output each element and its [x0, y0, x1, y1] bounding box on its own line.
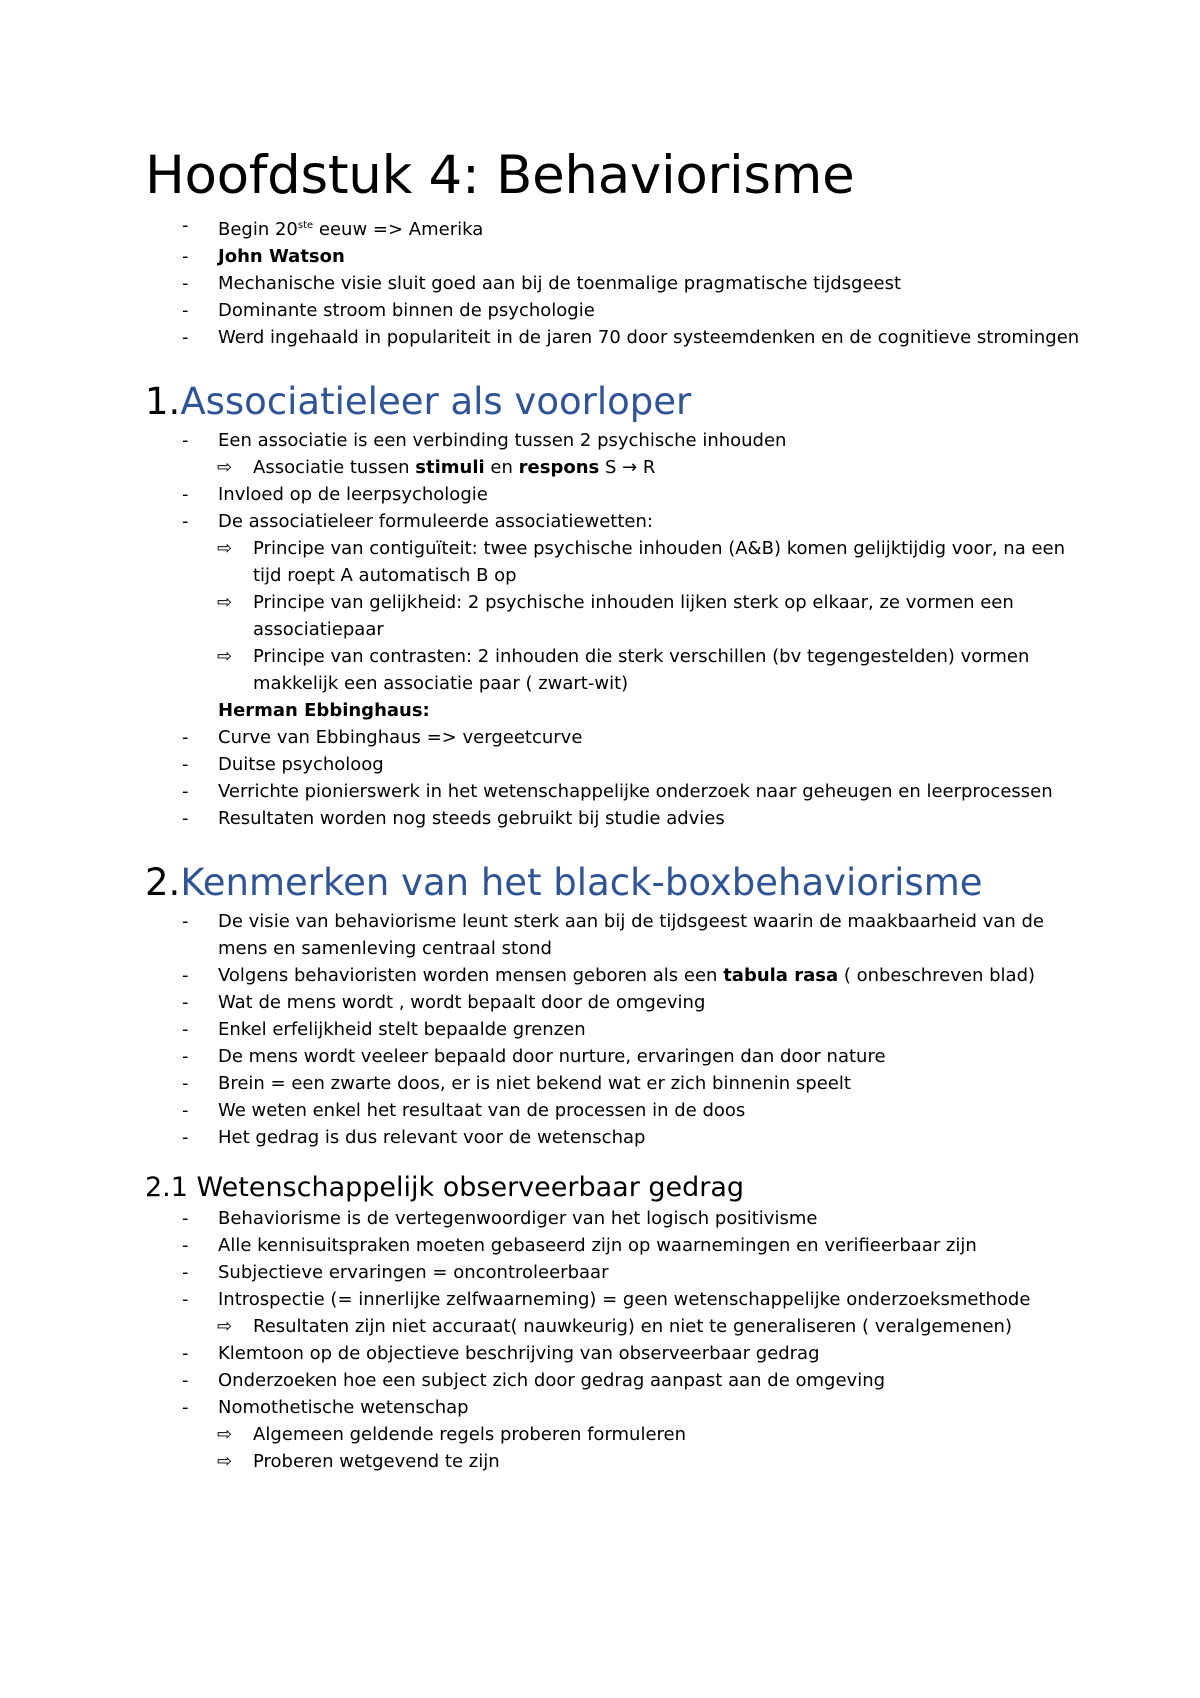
arrow-item: ⇨ Algemeen geldende regels proberen formuleren: [145, 1421, 1095, 1448]
dash-bullet: -: [182, 246, 189, 267]
dash-bullet: -: [182, 1073, 189, 1094]
dash-bullet: -: [182, 1208, 189, 1229]
list-item: - John Watson: [145, 243, 1095, 270]
list-item: - Resultaten worden nog steeds gebruikt bij studie advies: [145, 805, 1095, 832]
list-item: - De mens wordt veeleer bepaald door nurture, ervaringen dan door nature: [145, 1043, 1095, 1070]
subsection-heading: 2.1 Wetenschappelijk observeerbaar gedrag: [145, 1172, 745, 1203]
arrow-icon: ⇨: [217, 1451, 233, 1472]
list-item: - Curve van Ebbinghaus => vergeetcurve: [145, 724, 1095, 751]
dash-bullet: -: [182, 754, 189, 775]
arrow-icon: ⇨: [217, 538, 233, 559]
list-item: - Begin 20ste eeuw => Amerika: [145, 212, 1095, 243]
dash-bullet: -: [182, 300, 189, 321]
arrow-item: ⇨ Principe van contiguïteit: twee psychische inhouden (A&B) komen gelijktijdig voor, na een tijd roept A automatisch B op: [145, 535, 1095, 589]
intro-list: [145, 212, 1095, 351]
list-item: - Subjectieve ervaringen = oncontroleerbaar: [145, 1259, 1095, 1286]
dash-bullet: -: [182, 1019, 189, 1040]
dash-bullet: -: [182, 1046, 189, 1067]
dash-bullet: -: [182, 215, 189, 236]
list-item: - De associatieleer formuleerde associatiewetten:: [145, 508, 1095, 535]
list-item: - Mechanische visie sluit goed aan bij de toenmalige pragmatische tijdsgeest: [145, 270, 1095, 297]
arrow-item: ⇨ Proberen wetgevend te zijn: [145, 1448, 1095, 1475]
dash-bullet: -: [182, 511, 189, 532]
arrow-icon: ⇨: [217, 592, 233, 613]
section2-list: [145, 908, 1095, 1151]
dash-bullet: -: [182, 1127, 189, 1148]
list-item: - Wat de mens wordt , wordt bepaalt door de omgeving: [145, 989, 1095, 1016]
dash-bullet: -: [182, 327, 189, 348]
arrow-item: ⇨ Principe van contrasten: 2 inhouden die sterk verschillen (bv tegengestelden) vormen makkelijk een associatie paar ( zwart-wit): [145, 643, 1095, 697]
document-content: [145, 142, 1095, 1475]
dash-bullet: -: [182, 911, 189, 932]
list-item: - Verrichte pionierswerk in het wetenschappelijke onderzoek naar geheugen en leerprocessen: [145, 778, 1095, 805]
list-item: - Invloed op de leerpsychologie: [145, 481, 1095, 508]
arrow-item: ⇨ Principe van gelijkheid: 2 psychische inhouden lijken sterk op elkaar, ze vormen een associatiepaar: [145, 589, 1095, 643]
list-item: - Onderzoeken hoe een subject zich door gedrag aanpast aan de omgeving: [145, 1367, 1095, 1394]
page-title: Hoofdstuk 4: Behaviorisme: [145, 145, 855, 206]
dash-bullet: -: [182, 1289, 189, 1310]
dash-bullet: -: [182, 965, 189, 986]
list-item: - We weten enkel het resultaat van de processen in de doos: [145, 1097, 1095, 1124]
arrow-item: ⇨ Resultaten zijn niet accuraat( nauwkeurig) en niet te generaliseren ( veralgemenen): [145, 1313, 1095, 1340]
dash-bullet: -: [182, 781, 189, 802]
dash-bullet: -: [182, 1235, 189, 1256]
list-item: - Introspectie (= innerlijke zelfwaarneming) = geen wetenschappelijke onderzoeksmethode: [145, 1286, 1095, 1313]
list-item: - Een associatie is een verbinding tussen 2 psychische inhouden: [145, 427, 1095, 454]
arrow-icon: ⇨: [217, 1316, 233, 1337]
subheading: Herman Ebbinghaus:: [218, 700, 430, 721]
list-item: - De visie van behaviorisme leunt sterk aan bij de tijdsgeest waarin de maakbaarheid van de mens en samenleving centraal stond: [145, 908, 1095, 962]
dash-bullet: -: [182, 1100, 189, 1121]
dash-bullet: -: [182, 1262, 189, 1283]
dash-bullet: -: [182, 1370, 189, 1391]
section21-list: [145, 1205, 1095, 1475]
arrow-icon: ⇨: [217, 646, 233, 667]
arrow-item: ⇨ Associatie tussen stimuli en respons S → R: [145, 454, 1095, 481]
section1-list: [145, 427, 1095, 832]
dash-bullet: -: [182, 727, 189, 748]
dash-bullet: -: [182, 430, 189, 451]
arrow-icon: ⇨: [217, 1424, 233, 1445]
dash-bullet: -: [182, 273, 189, 294]
list-item: - Brein = een zwarte doos, er is niet bekend wat er zich binnenin speelt: [145, 1070, 1095, 1097]
dash-bullet: -: [182, 992, 189, 1013]
list-item: - Volgens behavioristen worden mensen geboren als een tabula rasa ( onbeschreven blad): [145, 962, 1095, 989]
dash-bullet: -: [182, 1343, 189, 1364]
list-item: - Nomothetische wetenschap: [145, 1394, 1095, 1421]
section-heading: 2.Kenmerken van het black-boxbehaviorisme: [145, 861, 983, 904]
list-item: - Alle kennisuitspraken moeten gebaseerd zijn op waarnemingen en verifieerbaar zijn: [145, 1232, 1095, 1259]
section-heading: 1.Associatieleer als voorloper: [145, 380, 692, 423]
list-item: - Klemtoon op de objectieve beschrijving van observeerbaar gedrag: [145, 1340, 1095, 1367]
list-item: - Enkel erfelijkheid stelt bepaalde grenzen: [145, 1016, 1095, 1043]
list-item: - Behaviorisme is de vertegenwoordiger van het logisch positivisme: [145, 1205, 1095, 1232]
list-item: - Het gedrag is dus relevant voor de wetenschap: [145, 1124, 1095, 1151]
arrow-icon: ⇨: [217, 457, 233, 478]
dash-bullet: -: [182, 1397, 189, 1418]
dash-bullet: -: [182, 808, 189, 829]
dash-bullet: -: [182, 484, 189, 505]
list-item: - Dominante stroom binnen de psychologie: [145, 297, 1095, 324]
list-item: - Duitse psycholoog: [145, 751, 1095, 778]
list-item: - Werd ingehaald in populariteit in de jaren 70 door systeemdenken en de cognitieve stromingen: [145, 324, 1095, 351]
